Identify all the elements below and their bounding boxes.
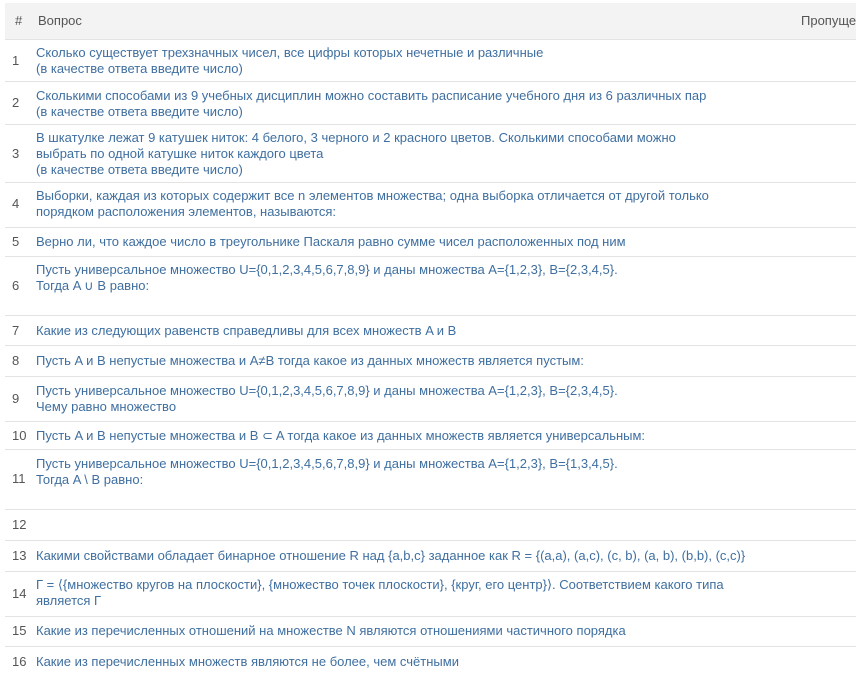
question-link[interactable]: Пусть универсальное множество U={0,1,2,3,4,5,6,7,8,9} и даны множества A={1,2,3}, B={2,3,4,5}. Тогда A ∪ B равно: <box>36 262 618 293</box>
row-number: 8 <box>12 353 20 368</box>
header-number: # <box>15 13 23 28</box>
question-link[interactable]: Верно ли, что каждое число в треугольнике Паскаля равно сумме чисел расположенных под ним <box>36 234 626 249</box>
table-header <box>5 3 856 39</box>
question-link[interactable]: Сколькими способами из 9 учебных дисциплин можно составить расписание учебного дня из 6 различных пар (в качестве ответа введите число) <box>36 88 707 119</box>
table-row <box>5 449 856 509</box>
question-link[interactable]: Сколько существует трехзначных чисел, все цифры которых нечетные и различные (в качестве ответа введите число) <box>36 45 544 76</box>
row-number: 16 <box>12 654 27 669</box>
table-row <box>5 315 856 345</box>
question-link[interactable]: В шкатулке лежат 9 катушек ниток: 4 белого, 3 черного и 2 красного цветов. Сколькими способами можно выбрать по одной катушке ниток каждого цвета (в качестве ответа введите число) <box>36 130 676 177</box>
table-row <box>5 182 856 227</box>
question-link[interactable]: Пусть универсальное множество U={0,1,2,3,4,5,6,7,8,9} и даны множества A={1,2,3}, B={1,3,4,5}. Тогда A \ B равно: <box>36 456 618 487</box>
row-number: 14 <box>12 586 27 601</box>
table-row <box>5 616 856 646</box>
table-row <box>5 509 856 540</box>
row-number: 9 <box>12 391 20 406</box>
table-row <box>5 124 856 182</box>
question-link[interactable]: Какие из перечисленных отношений на множестве N являются отношениями частичного порядка <box>36 623 626 638</box>
table-row <box>5 256 856 315</box>
row-number: 12 <box>12 517 27 532</box>
table-row <box>5 376 856 421</box>
table-row <box>5 39 856 81</box>
row-number: 5 <box>12 234 20 249</box>
question-link[interactable]: Какие из следующих равенств справедливы для всех множеств A и B <box>36 323 457 338</box>
table-row <box>5 571 856 616</box>
row-number: 2 <box>12 95 20 110</box>
question-link[interactable]: Выборки, каждая из которых содержит все n элементов множества; одна выборка отличается от другой только порядком расположения элементов, называются: <box>36 188 709 219</box>
question-link[interactable]: Пусть универсальное множество U={0,1,2,3,4,5,6,7,8,9} и даны множества A={1,2,3}, B={2,3,4,5}. Чему равно множество <box>36 383 618 414</box>
question-link[interactable]: Г = ⟨{множество кругов на плоскости}, {множество точек плоскости}, {круг, его центр}⟩. Соответствием какого типа является Г <box>36 577 724 608</box>
question-link[interactable]: Пусть A и B непустые множества и A≠B тогда какое из данных множеств является пустым: <box>36 353 584 368</box>
question-link[interactable]: Какие из перечисленных множеств являются не более, чем счётными <box>36 654 459 669</box>
row-number: 11 <box>12 471 26 486</box>
table-row <box>5 646 856 676</box>
table-row <box>5 540 856 571</box>
row-number: 15 <box>12 623 27 638</box>
row-number: 10 <box>12 428 27 443</box>
row-number: 13 <box>12 548 27 563</box>
table-row <box>5 345 856 376</box>
table-row <box>5 81 856 124</box>
row-number: 7 <box>12 323 20 338</box>
header-skipped[interactable]: Пропуще <box>801 13 856 28</box>
row-number: 4 <box>12 196 20 211</box>
table-row <box>5 421 856 449</box>
question-link[interactable]: Пусть A и B непустые множества и B ⊂ A тогда какое из данных множеств является универсальным: <box>36 428 646 443</box>
question-link[interactable]: Какими свойствами обладает бинарное отношение R над {a,b,c} заданное как R = {(a,a), (a,c), (c, b), (a, b), (b,b), (c,c)} <box>36 548 746 563</box>
row-number: 6 <box>12 278 20 293</box>
header-question[interactable]: Вопрос <box>38 13 82 28</box>
row-number: 1 <box>12 53 20 68</box>
row-number: 3 <box>12 146 20 161</box>
table-row <box>5 227 856 256</box>
